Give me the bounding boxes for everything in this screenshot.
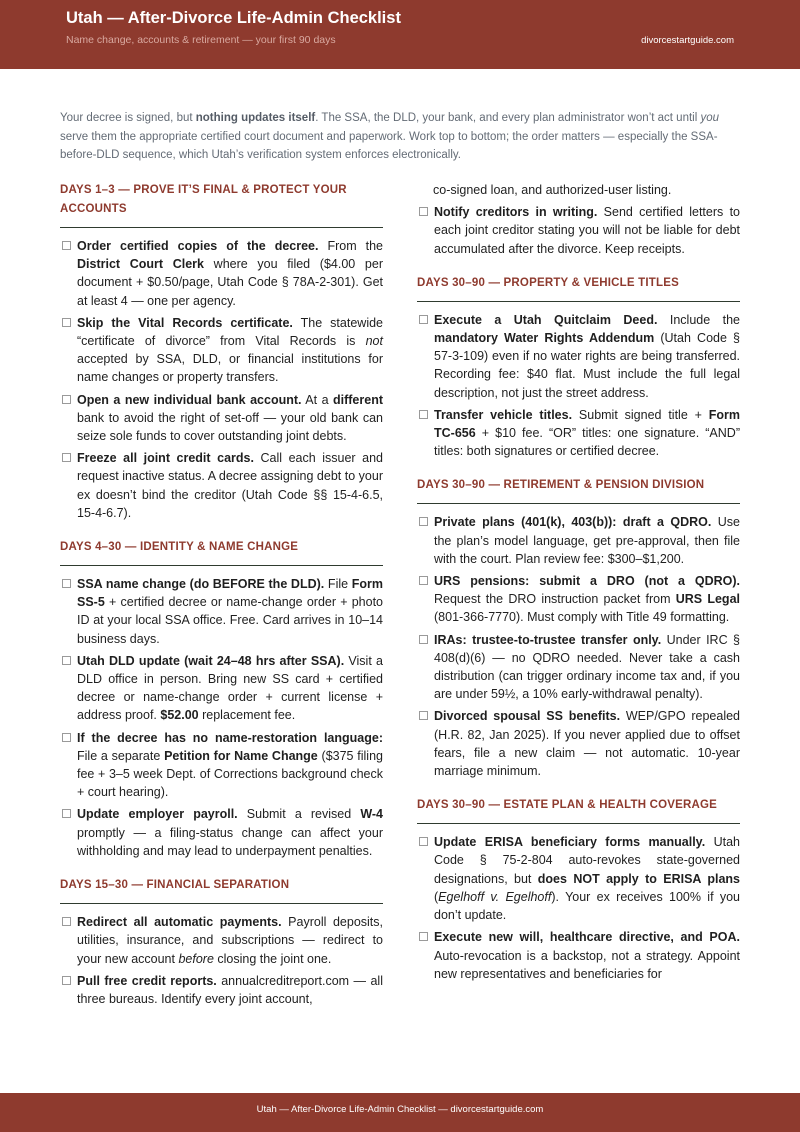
section-heading: DAYS 15–30 — FINANCIAL SEPARATION bbox=[60, 876, 383, 904]
checklist-item[interactable]: Update ERISA beneficiary forms manually. Utah Code § 75-2-804 auto-revokes state-governed designations, but does NOT apply to ERISA plans (Egelhoff v. Egelhoff). Your ex receives 100% if you don’t update. bbox=[417, 833, 740, 924]
checkbox-icon[interactable] bbox=[419, 932, 428, 941]
checklist-item[interactable]: Skip the Vital Records certificate. The statewide “certificate of divorce” from Vital Records is not accepted by SSA, DLD, or financial institutions for name changes or property transfers. bbox=[60, 314, 383, 387]
checklist-item[interactable]: Pull free credit reports. annualcreditreport.com — all three bureaus. Identify every joint account, bbox=[60, 972, 383, 1008]
checklist-item[interactable]: Divorced spousal SS benefits. WEP/GPO repealed (H.R. 82, Jan 2025). If you never applied due to offset fears, file a new claim — not automatic. 10-year marriage minimum. bbox=[417, 707, 740, 780]
checkbox-icon[interactable] bbox=[62, 241, 71, 250]
checklist-item[interactable]: Freeze all joint credit cards. Call each issuer and request inactive status. A decree assigning debt to your ex doesn’t bind the creditor (Utah Code §§ 15-4-6.5, 15-4-6.7). bbox=[60, 449, 383, 522]
checklist-item[interactable]: Update employer payroll. Submit a revised W-4 promptly — a filing-status change can affect your withholding and may lead to underpayment penalties. bbox=[60, 805, 383, 860]
checklist-item[interactable]: Private plans (401(k), 403(b)): draft a QDRO. Use the plan’s model language, get pre-approval, then file with the court. Plan review fee: $300–$1,200. bbox=[417, 513, 740, 568]
section-heading: DAYS 30–90 — ESTATE PLAN & HEALTH COVERAGE bbox=[417, 796, 740, 824]
checklist-item[interactable]: Utah DLD update (wait 24–48 hrs after SSA). Visit a DLD office in person. Bring new SS card + certified decree or name-change order + current license + address proof. $52.00 replacement fee. bbox=[60, 652, 383, 725]
checklist-item[interactable]: IRAs: trustee-to-trustee transfer only. Under IRC § 408(d)(6) — no QDRO needed. Never take a cash distribution (can trigger ordinary income tax and, if you are under 59½, a 10% early-withdrawal penalty). bbox=[417, 631, 740, 704]
checklist-item[interactable]: URS pensions: submit a DRO (not a QDRO). Request the DRO instruction packet from URS Legal (801-366-7770). Must comply with Title 49 formatting. bbox=[417, 572, 740, 627]
intro-paragraph: Your decree is signed, but nothing updates itself. The SSA, the DLD, your bank, and every plan administrator won’t act until you serve them the appropriate certified court document and paperwork. Work top to bottom; the order matters — especially the SSA-before-DLD sequence, which Utah’s verification system enforces electronically. bbox=[60, 112, 720, 161]
checkbox-icon[interactable] bbox=[62, 809, 71, 818]
checklist-item[interactable]: If the decree has no name-restoration language: File a separate Petition for Name Change ($375 filing fee + 3–5 week Dept. of Corrections background check + court hearing). bbox=[60, 729, 383, 802]
checkbox-icon[interactable] bbox=[62, 395, 71, 404]
checklist-item[interactable]: Redirect all automatic payments. Payroll deposits, utilities, insurance, and subscriptions — redirect to your new account before closing the joint one. bbox=[60, 913, 383, 968]
site-url: divorcestartguide.com bbox=[641, 35, 734, 46]
checkbox-icon[interactable] bbox=[62, 656, 71, 665]
section-heading: DAYS 30–90 — PROPERTY & VEHICLE TITLES bbox=[417, 274, 740, 302]
checkbox-icon[interactable] bbox=[62, 579, 71, 588]
checklist-item[interactable]: Notify creditors in writing. Send certified letters to each joint creditor stating you will not be liable for debt accumulated after the divorce. Keep receipts. bbox=[417, 203, 740, 258]
checkbox-icon[interactable] bbox=[62, 318, 71, 327]
checkbox-icon[interactable] bbox=[62, 917, 71, 926]
section-heading: DAYS 1–3 — PROVE IT’S FINAL & PROTECT YOUR ACCOUNTS bbox=[60, 181, 383, 228]
page-footer: Utah — After-Divorce Life-Admin Checklist — divorcestartguide.com bbox=[0, 1093, 800, 1132]
checkbox-icon[interactable] bbox=[62, 976, 71, 985]
checklist-item[interactable]: Open a new individual bank account. At a different bank to avoid the right of set-off — your old bank can seize sole funds to cover outstanding joint debts. bbox=[60, 391, 383, 446]
checkbox-icon[interactable] bbox=[419, 837, 428, 846]
checkbox-icon[interactable] bbox=[419, 576, 428, 585]
left-column bbox=[60, 181, 383, 1012]
checklist-item-continued: co-signed loan, and authorized-user listing. bbox=[433, 183, 672, 197]
checkbox-icon[interactable] bbox=[62, 453, 71, 462]
checklist-item[interactable]: Order certified copies of the decree. From the District Court Clerk where you filed ($4.00 per document + $0.50/page, Utah Code § 78A-2-301). Get at least 4 — one per agency. bbox=[60, 237, 383, 310]
checklist-item[interactable]: SSA name change (do BEFORE the DLD). File Form SS-5 + certified decree or name-change order + photo ID at your local SSA office. Free. Card arrives in 10–14 business days. bbox=[60, 575, 383, 648]
page-header bbox=[0, 0, 800, 69]
section-heading: DAYS 4–30 — IDENTITY & NAME CHANGE bbox=[60, 538, 383, 566]
checkbox-icon[interactable] bbox=[419, 315, 428, 324]
checkbox-icon[interactable] bbox=[419, 517, 428, 526]
checkbox-icon[interactable] bbox=[419, 711, 428, 720]
checkbox-icon[interactable] bbox=[62, 733, 71, 742]
checklist-item[interactable]: Transfer vehicle titles. Submit signed title + Form TC-656 + $10 fee. “OR” titles: one signature. “AND” titles: both signatures or certified decree. bbox=[417, 406, 740, 461]
right-column bbox=[417, 181, 740, 987]
checkbox-icon[interactable] bbox=[419, 207, 428, 216]
checklist-item[interactable]: Execute new will, healthcare directive, and POA. Auto-revocation is a backstop, not a strategy. Appoint new representatives and beneficiaries for bbox=[417, 928, 740, 983]
page-title: Utah — After-Divorce Life-Admin Checklist bbox=[66, 9, 401, 27]
page-subtitle: Name change, accounts & retirement — your first 90 days bbox=[66, 34, 336, 46]
checklist-item[interactable]: Execute a Utah Quitclaim Deed. Include the mandatory Water Rights Addendum (Utah Code § 57-3-109) even if no water rights are being transferred. Recording fee: $40 flat. Must include the full legal description, not just the street address. bbox=[417, 311, 740, 402]
checkbox-icon[interactable] bbox=[419, 635, 428, 644]
checkbox-icon[interactable] bbox=[419, 410, 428, 419]
section-heading: DAYS 30–90 — RETIREMENT & PENSION DIVISION bbox=[417, 476, 740, 504]
